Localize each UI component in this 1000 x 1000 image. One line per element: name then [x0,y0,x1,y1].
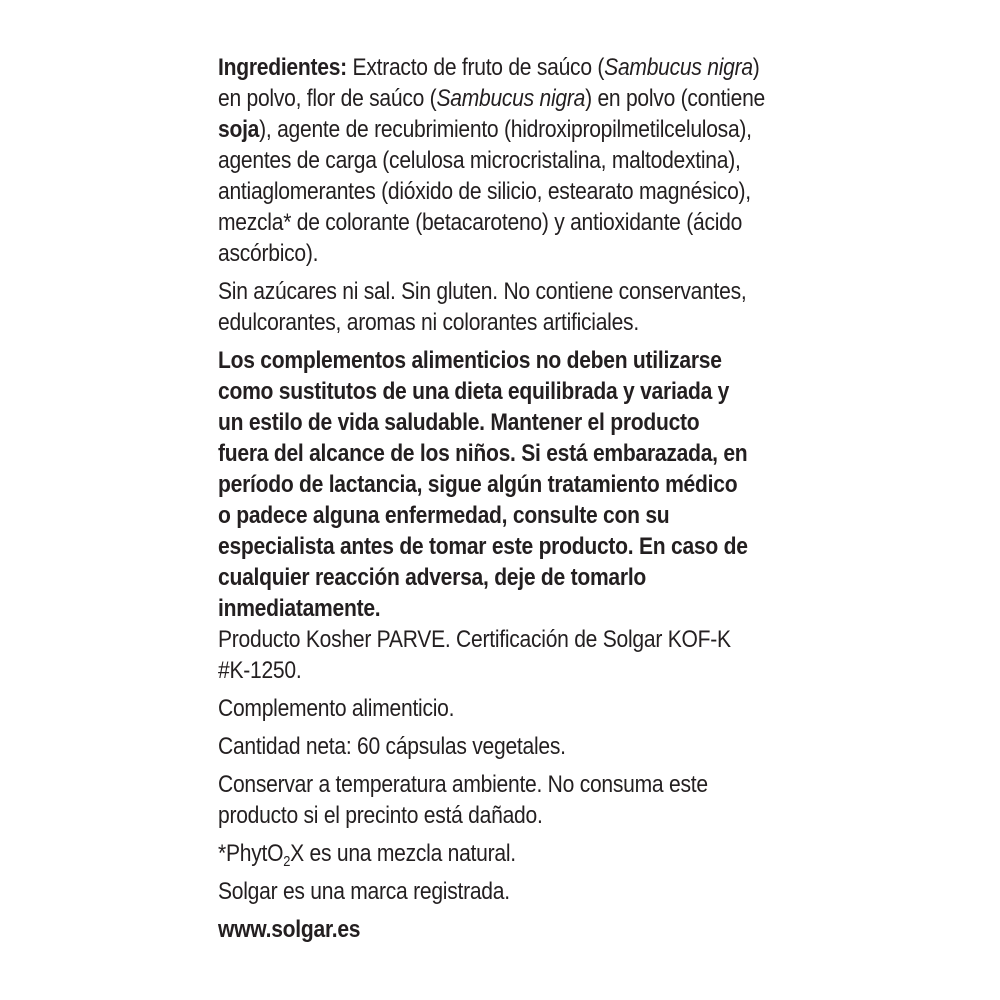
ingredients-text: ) en polvo (contiene [585,85,766,112]
ingredients-heading: Ingredientes: [218,54,347,81]
warning-line: período de lactancia, sigue algún tratamiento médico [218,471,738,498]
warning-line: cualquier reacción adversa, deje de tomarlo [218,564,647,591]
warning-line: un estilo de vida saludable. Mantener el producto [218,409,700,436]
supplement-statement: Complemento alimenticio. [218,695,455,722]
warning-line: especialista antes de tomar este producto. En caso de [218,533,748,560]
kosher-section [218,624,731,686]
trademark-note: Solgar es una marca registrada. [218,878,510,905]
storage-section [218,769,717,831]
latin-name: Sambucus nigra [436,85,586,112]
ingredients-line: antiaglomerantes (dióxido de silicio, estearato magnésico), [218,178,751,205]
warning-line: o padece alguna enfermedad, consulte con su [218,502,670,529]
ingredients-line: agentes de carga (celulosa microcristalina, maltodextina), [218,147,741,174]
phyto-text: X es una mezcla natural. [290,840,516,867]
allergen-soja: soja [218,116,260,143]
phyto-text: *PhytO [218,840,284,867]
ingredients-line [218,52,760,83]
warning-line: inmediatamente. [218,595,381,622]
ingredients-section [218,52,766,269]
ingredients-line [218,114,752,145]
ingredients-line [218,83,766,114]
phyto-note [218,838,717,869]
no-sugar-line: Sin azúcares ni sal. Sin gluten. No contiene conservantes, [218,278,747,305]
warning-line: como sustitutos de una dieta equilibrada y variada y [218,378,730,405]
product-label-text [218,52,766,945]
latin-name: Sambucus nigra [604,54,753,81]
no-sugar-line: edulcorantes, aromas ni colorantes artificiales. [218,309,639,336]
no-sugar-section [218,276,747,338]
website-url: www.solgar.es [218,916,361,943]
phyto-subscript: 2 [283,853,291,870]
kosher-line: Producto Kosher PARVE. Certificación de Solgar KOF-K [218,626,731,653]
ingredients-text: Extracto de fruto de saúco ( [346,54,605,81]
storage-line: Conservar a temperatura ambiente. No consuma este [218,771,708,798]
ingredients-line: mezcla* de colorante (betacaroteno) y antioxidante (ácido [218,209,743,236]
ingredients-text: ), agente de recubrimiento (hidroxipropilmetilcelulosa), [259,116,752,143]
net-quantity: Cantidad neta: 60 cápsulas vegetales. [218,733,566,760]
ingredients-line: ascórbico). [218,240,319,267]
warning-section [218,345,748,624]
storage-line: producto si el precinto está dañado. [218,802,543,829]
ingredients-text: en polvo, flor de saúco ( [218,85,437,112]
kosher-line: #K-1250. [218,657,302,684]
warning-line: Los complementos alimenticios no deben utilizarse [218,347,722,374]
warning-line: fuera del alcance de los niños. Si está embarazada, en [218,440,748,467]
ingredients-text: ) [752,54,760,81]
